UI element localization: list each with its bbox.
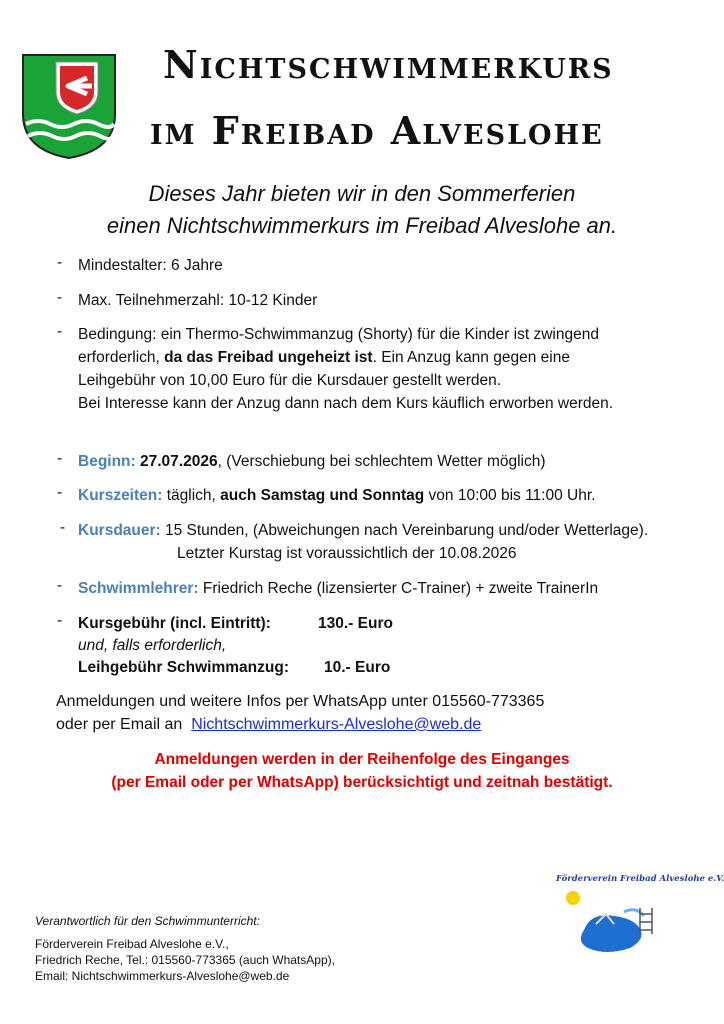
bullet-dash: -: [57, 254, 63, 271]
contact-email-line: [56, 713, 481, 736]
times-label: Kurszeiten:: [78, 487, 163, 504]
bullet-dash: -: [57, 289, 63, 306]
bullet-dash: -: [57, 577, 63, 594]
bullet-dash: -: [57, 484, 63, 501]
bullet-dash: -: [57, 450, 63, 467]
coat-of-arms-icon: [20, 52, 118, 160]
last-course-day: Letzter Kurstag ist voraussichtlich der 10.08.2026: [177, 545, 517, 562]
intro-line2: einen Nichtschwimmerkurs im Freibad Alveslohe an.: [106, 213, 618, 238]
rental-value: 10.- Euro: [324, 659, 391, 676]
fee-note: und, falls erforderlich,: [78, 637, 227, 654]
fee-value: 130.- Euro: [318, 615, 393, 632]
teacher-text: Friedrich Reche (lizensierter C-Trainer) + zweite TrainerIn: [198, 580, 599, 597]
intro-line1: Dieses Jahr bieten wir in den Sommerferien: [148, 181, 576, 206]
notice-line2: (per Email oder per WhatsApp) berücksichtigt und zeitnah bestätigt.: [111, 774, 613, 791]
page-title-line1: Nichtschwimmerkurs: [163, 42, 614, 87]
times-bold: auch Samstag und Sonntag: [220, 487, 425, 504]
contact-whatsapp: Anmeldungen und weitere Infos per WhatsApp unter 015560-773365: [56, 693, 545, 710]
footer-responsible: Verantwortlich für den Schwimmunterricht:: [35, 914, 260, 928]
teacher-label: Schwimmlehrer:: [78, 580, 199, 597]
fee-label: Kursgebühr (incl. Eintritt):: [78, 615, 271, 632]
start-date-value: 27.07.2026: [140, 453, 218, 470]
times-text: täglich,: [162, 487, 221, 504]
course-duration: [78, 519, 648, 542]
requirement-line2: [78, 346, 613, 369]
requirement-bold: da das Freibad ungeheizt ist: [164, 349, 373, 366]
requirement-line4: Bei Interesse kann der Anzug dann nach dem Kurs käuflich erworben werden.: [78, 395, 614, 412]
pool-logo-text: Förderverein Freibad Alveslohe e.V.: [556, 874, 724, 884]
start-date: [78, 450, 546, 473]
start-label: Beginn:: [78, 453, 136, 470]
times-text: von 10:00 bis 11:00 Uhr.: [424, 487, 596, 504]
email-prefix: oder per Email an: [56, 716, 192, 733]
start-note: , (Verschiebung bei schlechtem Wetter möglich): [217, 453, 546, 470]
footer-org: Förderverein Freibad Alveslohe e.V.,: [35, 937, 229, 951]
footer-person: Friedrich Reche, Tel.: 015560-773365 (auch WhatsApp),: [35, 953, 335, 967]
email-link[interactable]: Nichtschwimmerkurs-Alveslohe@web.de: [191, 716, 482, 733]
requirement-text: . Ein Anzug kann gegen eine: [372, 349, 570, 366]
duration-label: Kursdauer:: [78, 522, 161, 539]
notice-line1: Anmeldungen werden in der Reihenfolge des Einganges: [154, 751, 570, 768]
swim-teacher: [78, 577, 598, 600]
requirement-text: erforderlich,: [78, 349, 165, 366]
bullet-dash: -: [60, 519, 66, 536]
course-times: [78, 484, 595, 507]
min-age: Mindestalter: 6 Jahre: [78, 257, 223, 274]
requirement-line1: Bedingung: ein Thermo-Schwimmanzug (Shorty) für die Kinder ist zwingend: [78, 326, 599, 343]
bullet-dash: -: [57, 612, 63, 629]
footer-email: Email: Nichtschwimmerkurs-Alveslohe@web.de: [35, 969, 290, 983]
rental-label: Leihgebühr Schwimmanzug:: [78, 659, 289, 676]
duration-text: 15 Stunden, (Abweichungen nach Vereinbarung und/oder Wetterlage).: [160, 522, 649, 539]
page-title-line2: im Freibad Alveslohe: [150, 108, 604, 153]
requirement: [78, 323, 613, 415]
max-participants: Max. Teilnehmerzahl: 10-12 Kinder: [78, 292, 318, 309]
requirement-line3: Leihgebühr von 10,00 Euro für die Kursdauer gestellt werden.: [78, 372, 502, 389]
bullet-dash: -: [57, 323, 63, 340]
